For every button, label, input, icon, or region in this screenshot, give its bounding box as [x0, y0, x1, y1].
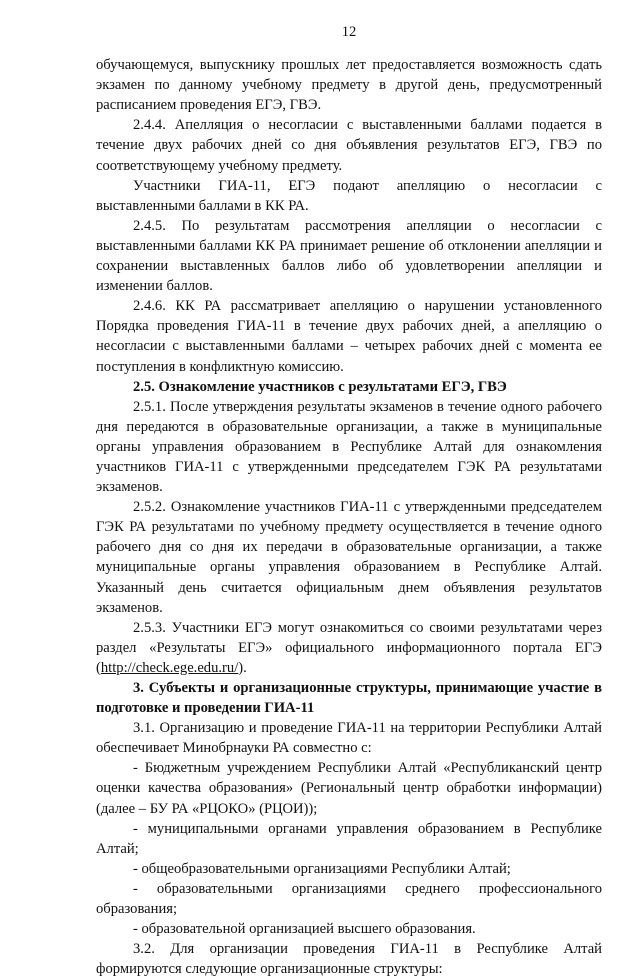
list-item: - муниципальными органами управления образованием в Республике Алтай; [96, 820, 602, 857]
list-item: - образовательными организациями среднего профессионального образования; [96, 880, 602, 918]
paragraph: 3.1. Организацию и проведение ГИА-11 на территории Республики Алтай обеспечивает Минобрнауки РА совместно с: [96, 720, 602, 757]
paragraph: 2.4.5. По результатам рассмотрения апелляции о несогласии с выставленными баллами КК РА принимает решение об отклонении апелляции и сохранении выставленных баллов либо об удовлетворении апелляции и изменении баллов. [96, 217, 602, 295]
paragraph: 2.5.1. После утверждения результаты экзаменов в течение одного рабочего дня передаются в образовательные организации, а также в муниципальные органы управления образованием в Республике Алтай для ознакомления участников ГИА-11 с утвержденными председателем ГЭК РА результатами экзаменов. [96, 398, 602, 496]
paragraph: 2.5.2. Ознакомление участников ГИА-11 с утвержденными председателем ГЭК РА результатами по учебному предмету осуществляется в течение одного рабочего дня со дня их передачи в образовательные организации, а также муниципальные органы управления образованием в Республике Алтай. Указанный день считается официальным днем объявления результатов экзаменов. [96, 499, 602, 616]
paragraph: 2.4.6. КК РА рассматривает апелляцию о нарушении установленного Порядка проведения ГИА-11 в течение двух рабочих дней, а апелляцию о несогласии с выставленными баллами – четырех рабочих дней с момента ее поступления в конфликтную комиссию. [96, 298, 602, 375]
list-item: - общеобразовательными организациями Республики Алтай; [133, 860, 511, 877]
section-heading: 2.5. Ознакомление участников с результатами ЕГЭ, ГВЭ [133, 378, 507, 395]
paragraph: Участники ГИА-11, ЕГЭ подают апелляцию о несогласии с выставленными баллами в КК РА. [96, 177, 602, 214]
paragraph: 2.4.4. Апелляция о несогласии с выставленными баллами подается в течение двух рабочих дней со дня объявления результатов ЕГЭ, ГВЭ по соответствующему учебному предмету. [96, 117, 602, 174]
list-item: - Бюджетным учреждением Республики Алтай «Республиканский центр оценки качества образования» (Региональный центр обработки информации) (далее – БУ РА «РЦОКО» (РЦОИ)); [96, 760, 602, 817]
paragraph-text: 2.5.3. Участники ЕГЭ могут ознакомиться со своими результатами через раздел «Результаты ЕГЭ» официального информационного портала ЕГЭ ( [96, 619, 602, 676]
section-heading: 3. Субъекты и организационные структуры, принимающие участие в подготовке и проведении ГИА-11 [96, 680, 602, 717]
portal-link[interactable]: http://check.ege.edu.ru/ [100, 659, 239, 676]
paragraph: обучающемуся, выпускнику прошлых лет предоставляется возможность сдать экзамен по данному учебному предмету в другой день, предусмотренный расписанием проведения ЕГЭ, ГВЭ. [96, 57, 602, 114]
paragraph: 3.2. Для организации проведения ГИА-11 в Республике Алтай формируются следующие организационные структуры: [96, 941, 602, 978]
paragraph-tail: ). [238, 659, 247, 676]
list-item: - образовательной организацией высшего образования. [133, 921, 476, 938]
page-number: 12 [341, 24, 357, 40]
paragraph-with-link [96, 618, 602, 678]
